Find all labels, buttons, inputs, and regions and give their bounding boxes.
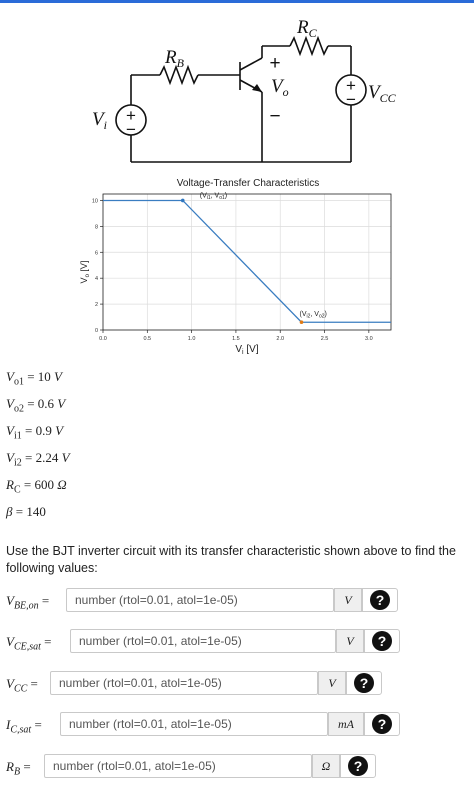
y-tick-label: 6 — [94, 250, 98, 257]
y-tick-label: 0 — [94, 328, 98, 334]
unit-label: mA — [328, 712, 364, 736]
given-symbol: V — [6, 369, 14, 384]
chart-frame — [103, 194, 391, 330]
question-label — [6, 759, 31, 778]
y-tick-label: 10 — [91, 198, 98, 205]
question-row — [0, 629, 474, 655]
vi-label: $V_i$ — [92, 109, 107, 132]
help-button[interactable] — [340, 754, 376, 778]
question-symbol: R — [6, 759, 14, 774]
help-button[interactable] — [364, 629, 400, 653]
given-value — [6, 423, 63, 442]
help-button[interactable] — [346, 671, 382, 695]
answer-input[interactable] — [70, 629, 336, 653]
given-number: = 2.24 — [21, 450, 62, 465]
vcc-label: $V_{CC}$ — [368, 82, 396, 105]
given-value — [6, 450, 70, 469]
question-row — [0, 671, 474, 697]
given-value — [6, 504, 46, 520]
question-row — [0, 588, 474, 614]
question-mark-icon: ? — [370, 590, 390, 610]
question-equals: = — [27, 676, 38, 691]
given-number: = 140 — [12, 504, 46, 519]
transfer-characteristic-chart — [60, 172, 400, 354]
question-subscript: CE,sat — [13, 641, 41, 653]
question-label — [6, 676, 38, 695]
vo-label: $V_o$ — [271, 76, 289, 99]
x-tick-label: 3.0 — [365, 336, 373, 342]
x-tick-label: 2.0 — [276, 336, 285, 342]
y-tick-label: 2 — [94, 302, 98, 309]
x-tick-label: 1.0 — [187, 336, 196, 342]
question-equals: = — [40, 634, 52, 649]
question-symbol: V — [6, 676, 14, 691]
question-symbol: V — [6, 634, 14, 649]
answer-input[interactable] — [60, 712, 328, 736]
given-unit: V — [57, 396, 66, 411]
y-tick-label: 8 — [94, 224, 98, 231]
question-subscript: C,sat — [10, 724, 32, 736]
breakpoint-label: ($V_{i1}$, $V_{o1}$) — [199, 192, 228, 201]
given-value — [6, 477, 67, 496]
given-symbol: R — [6, 477, 14, 492]
question-symbol: V — [6, 593, 14, 608]
vcc-minus-sign: − — [346, 90, 356, 109]
instructions-text: Use the BJT inverter circuit with its transfer characteristic shown above to find the following values: — [6, 544, 456, 575]
answer-input[interactable] — [44, 754, 312, 778]
given-number: = 10 — [23, 369, 55, 384]
given-symbol: V — [6, 423, 14, 438]
vi-minus-sign: − — [126, 120, 136, 139]
breakpoint-marker — [300, 320, 304, 324]
question-row — [0, 712, 474, 738]
given-subscript: i2 — [13, 457, 22, 469]
given-symbol: V — [6, 450, 14, 465]
chart-title: Voltage-Transfer Characteristics — [176, 178, 320, 189]
given-number: = 600 — [20, 477, 58, 492]
question-mark-icon: ? — [354, 673, 374, 693]
vi-plus-sign: + — [126, 106, 136, 125]
rb-label: $R_B$ — [165, 47, 184, 70]
given-unit: V — [54, 369, 62, 384]
x-tick-label: 0.0 — [99, 336, 107, 342]
question-subscript: B — [13, 766, 21, 778]
given-number: = 0.6 — [23, 396, 58, 411]
question-label — [6, 717, 42, 736]
unit-label: V — [336, 629, 364, 653]
vo-minus-sign: − — [269, 106, 281, 127]
given-subscript: i1 — [13, 430, 22, 442]
question-equals: = — [38, 593, 50, 608]
chart-x-axis-label: $V_i$ [V] — [235, 344, 259, 354]
given-number: = 0.9 — [21, 423, 56, 438]
chart-y-axis-label: $V_o$ [V] — [79, 260, 91, 284]
given-value — [6, 396, 65, 415]
given-unit: V — [61, 450, 70, 465]
y-tick-label: 4 — [94, 276, 98, 283]
bjt-inverter-circuit — [0, 0, 474, 172]
help-button[interactable] — [364, 712, 400, 736]
unit-label: Ω — [312, 754, 340, 778]
question-subscript: BE,on — [13, 600, 39, 612]
question-row — [0, 754, 474, 780]
given-subscript: o2 — [13, 403, 24, 415]
question-mark-icon: ? — [348, 756, 368, 776]
question-label — [6, 593, 49, 612]
unit-label: V — [318, 671, 346, 695]
rc-label: $R_C$ — [297, 17, 317, 40]
breakpoint-marker — [181, 199, 185, 203]
help-button[interactable] — [362, 588, 398, 612]
given-unit: V — [55, 423, 64, 438]
given-value — [6, 369, 62, 388]
question-label — [6, 634, 52, 653]
answer-input[interactable] — [50, 671, 318, 695]
given-symbol: β — [6, 504, 13, 519]
question-subscript: CC — [13, 683, 28, 695]
rc-resistor — [290, 38, 328, 54]
chart-ticks — [92, 198, 373, 342]
vo-plus-sign: + — [269, 53, 281, 74]
x-tick-label: 2.5 — [320, 336, 329, 342]
unit-label: V — [334, 588, 362, 612]
question-mark-icon: ? — [372, 714, 392, 734]
given-subscript: o1 — [13, 376, 24, 388]
answer-input[interactable] — [66, 588, 334, 612]
chart-grid — [103, 194, 391, 330]
question-equals: = — [31, 717, 42, 732]
breakpoint-label: ($V_{i2}$, $V_{o2}$) — [299, 311, 327, 320]
question-equals: = — [20, 759, 31, 774]
given-unit: Ω — [57, 477, 67, 492]
given-symbol: V — [6, 396, 14, 411]
vcc-plus-sign: + — [346, 76, 356, 95]
question-symbol: I — [6, 717, 11, 732]
given-subscript: C — [13, 484, 21, 496]
x-tick-label: 1.5 — [232, 336, 240, 342]
x-tick-label: 0.5 — [143, 336, 152, 342]
question-mark-icon: ? — [372, 631, 392, 651]
